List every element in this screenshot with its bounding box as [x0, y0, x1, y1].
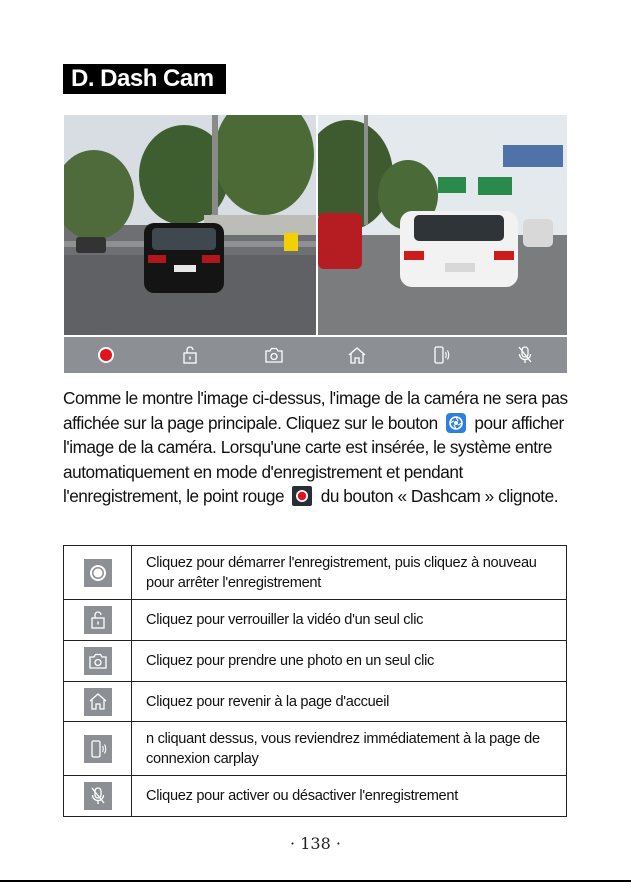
- mic-mute-icon: [90, 787, 106, 805]
- legend-description: n cliquant dessus, vous reviendrez immédiatement à la page de connexion carplay: [132, 722, 567, 776]
- camera-button[interactable]: [262, 343, 286, 367]
- icon-legend-table: [63, 545, 567, 817]
- home-button[interactable]: [345, 343, 369, 367]
- camera-icon: [89, 653, 107, 669]
- home-icon: [89, 693, 107, 710]
- camera-app-icon: [446, 413, 466, 433]
- mic-mute-icon: [517, 346, 533, 364]
- dashcam-screen: [64, 115, 567, 373]
- legend-description: Cliquez pour revenir à la page d'accueil: [132, 682, 567, 722]
- legend-description: Cliquez pour prendre une photo en un seul clic: [132, 641, 567, 682]
- table-row: [64, 641, 567, 682]
- table-row: [64, 682, 567, 722]
- camera-icon: [265, 347, 283, 363]
- record-dot-icon: [292, 486, 312, 506]
- table-row: [64, 546, 567, 600]
- paragraph-text-1: Comme le montre l'image ci-dessus, l'image de la caméra ne sera pas affichée sur la page principale. Cliquez sur le bouton: [63, 388, 568, 433]
- lock-icon: [90, 611, 106, 629]
- description-paragraph: [63, 386, 573, 509]
- table-row: [64, 722, 567, 776]
- carplay-button[interactable]: [429, 343, 453, 367]
- paragraph-text-2: pour afficher l'image de la caméra. Lorsqu'une carte est insérée, le système entre automatiquement en mode d'enregistrement et pendant l'enregistrement, le point rouge: [63, 412, 564, 507]
- camera-view-front[interactable]: [64, 115, 316, 335]
- camera-view-rear[interactable]: [318, 115, 567, 335]
- table-row: [64, 776, 567, 817]
- section-title: D. Dash Cam: [63, 64, 226, 94]
- dashcam-toolbar: [64, 337, 567, 373]
- record-button[interactable]: [94, 343, 118, 367]
- table-row: [64, 600, 567, 641]
- home-icon: [348, 347, 366, 364]
- phone-carplay-icon: [432, 346, 450, 364]
- lock-button[interactable]: [178, 343, 202, 367]
- page-number: · 138 ·: [290, 834, 341, 853]
- phone-carplay-icon: [89, 740, 107, 758]
- mic-button[interactable]: [513, 343, 537, 367]
- legend-description: Cliquez pour activer ou désactiver l'enregistrement: [132, 776, 567, 817]
- road-scene-image: [318, 115, 567, 335]
- bottom-divider: [0, 880, 631, 882]
- paragraph-text-3: du bouton « Dashcam » clignote.: [320, 486, 559, 507]
- lock-icon: [182, 346, 198, 364]
- record-icon: [97, 346, 115, 364]
- road-scene-image: [64, 115, 316, 335]
- legend-description: Cliquez pour verrouiller la vidéo d'un seul clic: [132, 600, 567, 641]
- record-icon: [89, 564, 107, 582]
- legend-description: Cliquez pour démarrer l'enregistrement, puis cliquez à nouveau pour arrêter l'enregistrement: [132, 546, 567, 600]
